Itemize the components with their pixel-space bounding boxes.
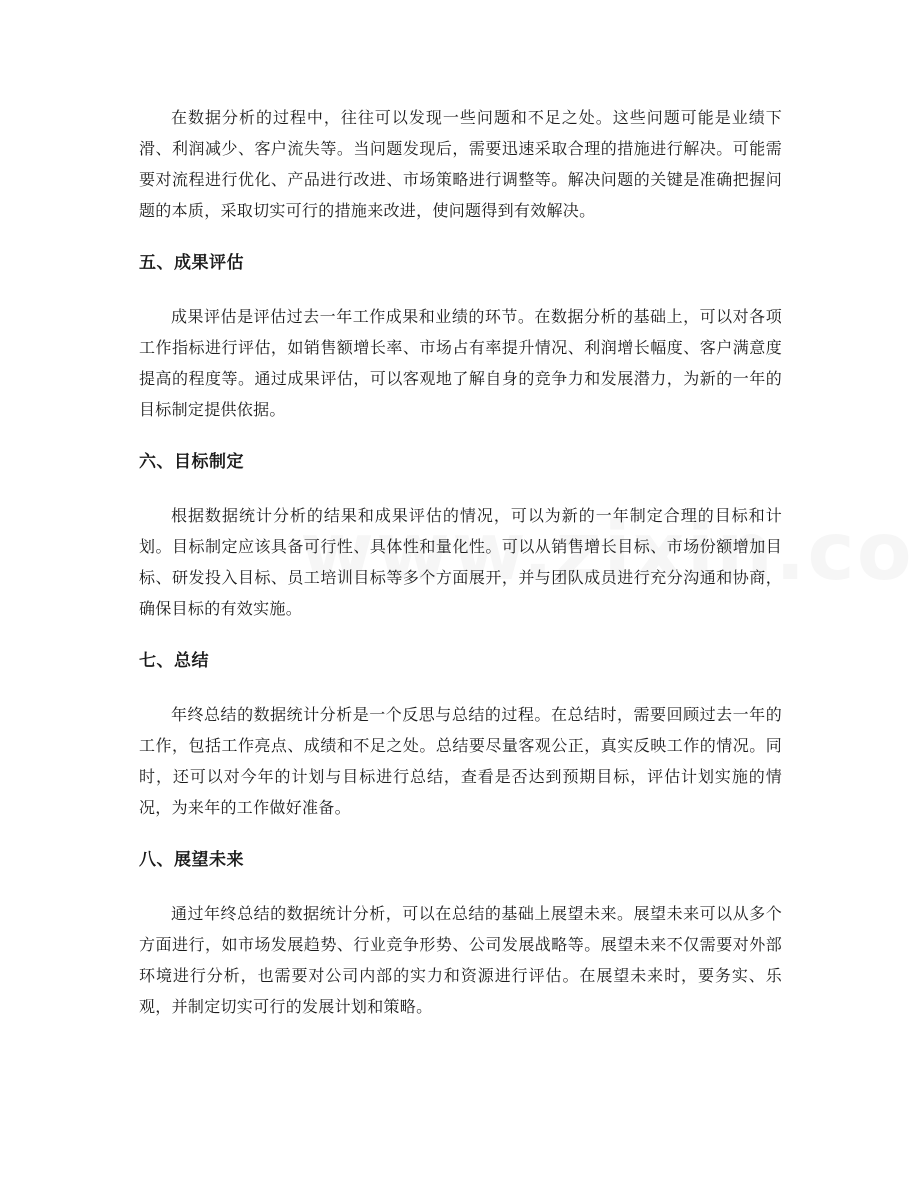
spacer xyxy=(139,478,782,500)
section-heading-results-evaluation: 五、成果评估 xyxy=(139,253,244,273)
summary-paragraph: 年终总结的数据统计分析是一个反思与总结的过程。在总结时，需要回顾过去一年的工作，包括工作亮点、成绩和不足之处。总结要尽量客观公正，真实反映工作的情况。同时，还可以对今年的计划与目标进行总结，查看是否达到预期目标，评估计划实施的情况，为来年的工作做好准备。 xyxy=(139,705,782,817)
spacer xyxy=(139,425,782,447)
section-heading-future-outlook: 八、展望未来 xyxy=(139,850,244,870)
results-evaluation-paragraph: 成果评估是评估过去一年工作成果和业绩的环节。在数据分析的基础上，可以对各项工作指标进行评估，如销售额增长率、市场占有率提升情况、利润增长幅度、客户满意度提高的程度等。通过成果评估，可以客观地了解自身的竞争力和发展潜力，为新的一年的目标制定提供依据。 xyxy=(139,307,782,419)
section-heading-goal-setting: 六、目标制定 xyxy=(139,452,244,472)
document-body xyxy=(139,102,782,1022)
goal-setting-paragraph: 根据数据统计分析的结果和成果评估的情况，可以为新的一年制定合理的目标和计划。目标制定应该具备可行性、具体性和量化性。可以从销售增长目标、市场份额增加目标、研发投入目标、员工培训目标等多个方面展开，并与团队成员进行充分沟通和协商，确保目标的有效实施。 xyxy=(139,506,782,618)
spacer xyxy=(139,624,782,646)
spacer xyxy=(139,226,782,248)
spacer xyxy=(139,279,782,301)
future-outlook-paragraph: 通过年终总结的数据统计分析，可以在总结的基础上展望未来。展望未来可以从多个方面进行，如市场发展趋势、行业竞争形势、公司发展战略等。展望未来不仅需要对外部环境进行分析，也需要对公司内部的实力和资源进行评估。在展望未来时，要务实、乐观，并制定切实可行的发展计划和策略。 xyxy=(139,904,782,1016)
section-heading-summary: 七、总结 xyxy=(139,651,209,671)
spacer xyxy=(139,823,782,845)
spacer xyxy=(139,876,782,898)
spacer xyxy=(139,677,782,699)
intro-paragraph: 在数据分析的过程中，往往可以发现一些问题和不足之处。这些问题可能是业绩下滑、利润减少、客户流失等。当问题发现后，需要迅速采取合理的措施进行解决。可能需要对流程进行优化、产品进行改进、市场策略进行调整等。解决问题的关键是准确把握问题的本质，采取切实可行的措施来改进，使问题得到有效解决。 xyxy=(139,108,782,220)
